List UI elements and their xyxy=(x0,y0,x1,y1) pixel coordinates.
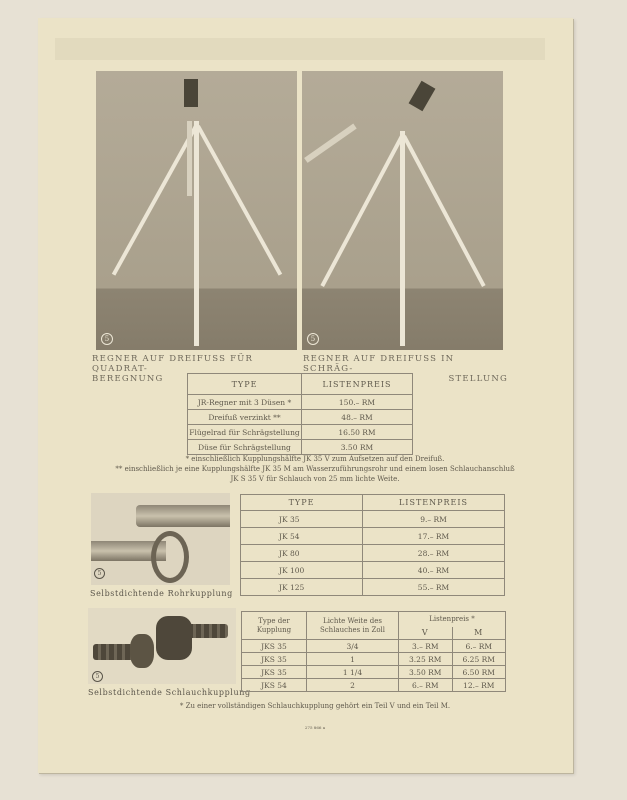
photo-caption-2: REGNER AUF DREIFUSS IN SCHRÄG- STELLUNG xyxy=(303,354,508,384)
print-code: 275 866 a xyxy=(304,725,326,730)
table-row: JKS 54 2 6.– RM 12.– RM xyxy=(242,679,506,692)
show-through-text xyxy=(55,38,545,60)
table-row: JK 125 55.– RM xyxy=(241,579,505,596)
header-type: TYPE xyxy=(188,374,302,395)
table-row: JK 80 28.– RM xyxy=(241,545,505,562)
table-row: JKS 35 1 1/4 3.50 RM 6.50 RM xyxy=(242,666,506,679)
table-row: JK 54 17.– RM xyxy=(241,528,505,545)
hose-barb-right xyxy=(188,624,228,638)
photo-number: 5 xyxy=(101,333,113,345)
table-row: Düse für Schrägstellung 3.50 RM xyxy=(188,440,413,455)
coupling-half-m xyxy=(156,616,192,660)
footnote-3: JK S 35 V für Schlauch von 25 mm lichte Weite. xyxy=(230,475,400,483)
header-type: Type der Kupplung xyxy=(242,612,307,640)
sprinkler-price-table xyxy=(187,373,413,455)
coupling-ring xyxy=(151,531,189,583)
tripod-right-leg xyxy=(402,135,485,287)
header-price: LISTENPREIS xyxy=(302,374,413,395)
sprinkler-arm xyxy=(304,124,357,163)
header-m: M xyxy=(452,627,506,640)
hose-coupling-caption: Selbstdichtende Schlauchkupplung xyxy=(88,688,251,697)
tripod-left-leg xyxy=(320,135,403,287)
header-price: Listenpreis * xyxy=(399,612,506,627)
photo-number: 5 xyxy=(307,333,319,345)
pipe-upper xyxy=(136,505,230,527)
photo-hose-coupling xyxy=(88,608,236,684)
coupling-half-v xyxy=(130,634,154,668)
table-row: JR-Regner mit 3 Düsen * 150.– RM xyxy=(188,395,413,410)
tripod-right-leg xyxy=(196,125,282,276)
photo-pipe-coupling xyxy=(91,493,230,585)
photo-sprinkler-tripod-angled xyxy=(302,71,503,350)
table-row: JKS 35 1 3.25 RM 6.25 RM xyxy=(242,653,506,666)
hose-coupling-footnote: * Zu einer vollständigen Schlauchkupplung gehört ein Teil V und ein Teil M. xyxy=(179,702,451,710)
sprinkler-head xyxy=(409,81,436,112)
table-row: JKS 35 3/4 3.– RM 6.– RM xyxy=(242,640,506,653)
footnote-1: * einschließlich Kupplungshälfte JK 35 V zum Aufsetzen auf den Dreifuß. xyxy=(185,455,445,463)
table-row: Dreifuß verzinkt ** 48.– RM xyxy=(188,410,413,425)
header-type: TYPE xyxy=(241,495,363,511)
tripod-left-leg xyxy=(112,125,198,276)
header-width: Lichte Weite des Schlauches in Zoll xyxy=(307,612,399,640)
sprinkler-head xyxy=(184,79,198,107)
photo-number: 5 xyxy=(92,671,103,682)
pipe-coupling-price-table xyxy=(240,494,505,596)
photo-sprinkler-tripod-square xyxy=(96,71,297,350)
header-price: LISTENPREIS xyxy=(363,495,505,511)
hose-coupling-price-table xyxy=(241,611,506,692)
tripod-center-leg xyxy=(194,121,199,346)
table-row: JK 35 9.– RM xyxy=(241,511,505,528)
tripod-center-leg xyxy=(400,131,405,346)
sprinkler-arm xyxy=(187,121,192,196)
photo-number: 5 xyxy=(94,568,105,579)
pipe-coupling-caption: Selbstdichtende Rohrkupplung xyxy=(90,589,233,598)
footnote-2: ** einschließlich je eine Kupplungshälfte JK 35 M am Wasserzuführungsrohr und einem losen Schlauchanschluß xyxy=(115,465,515,473)
header-v: V xyxy=(399,627,453,640)
table-row: JK 100 40.– RM xyxy=(241,562,505,579)
table-row: Flügelrad für Schrägstellung 16.50 RM xyxy=(188,425,413,440)
table1-footnotes xyxy=(85,454,545,484)
photo-caption-1: REGNER AUF DREIFUSS FÜR QUADRAT- BEREGNUNG xyxy=(92,354,254,384)
